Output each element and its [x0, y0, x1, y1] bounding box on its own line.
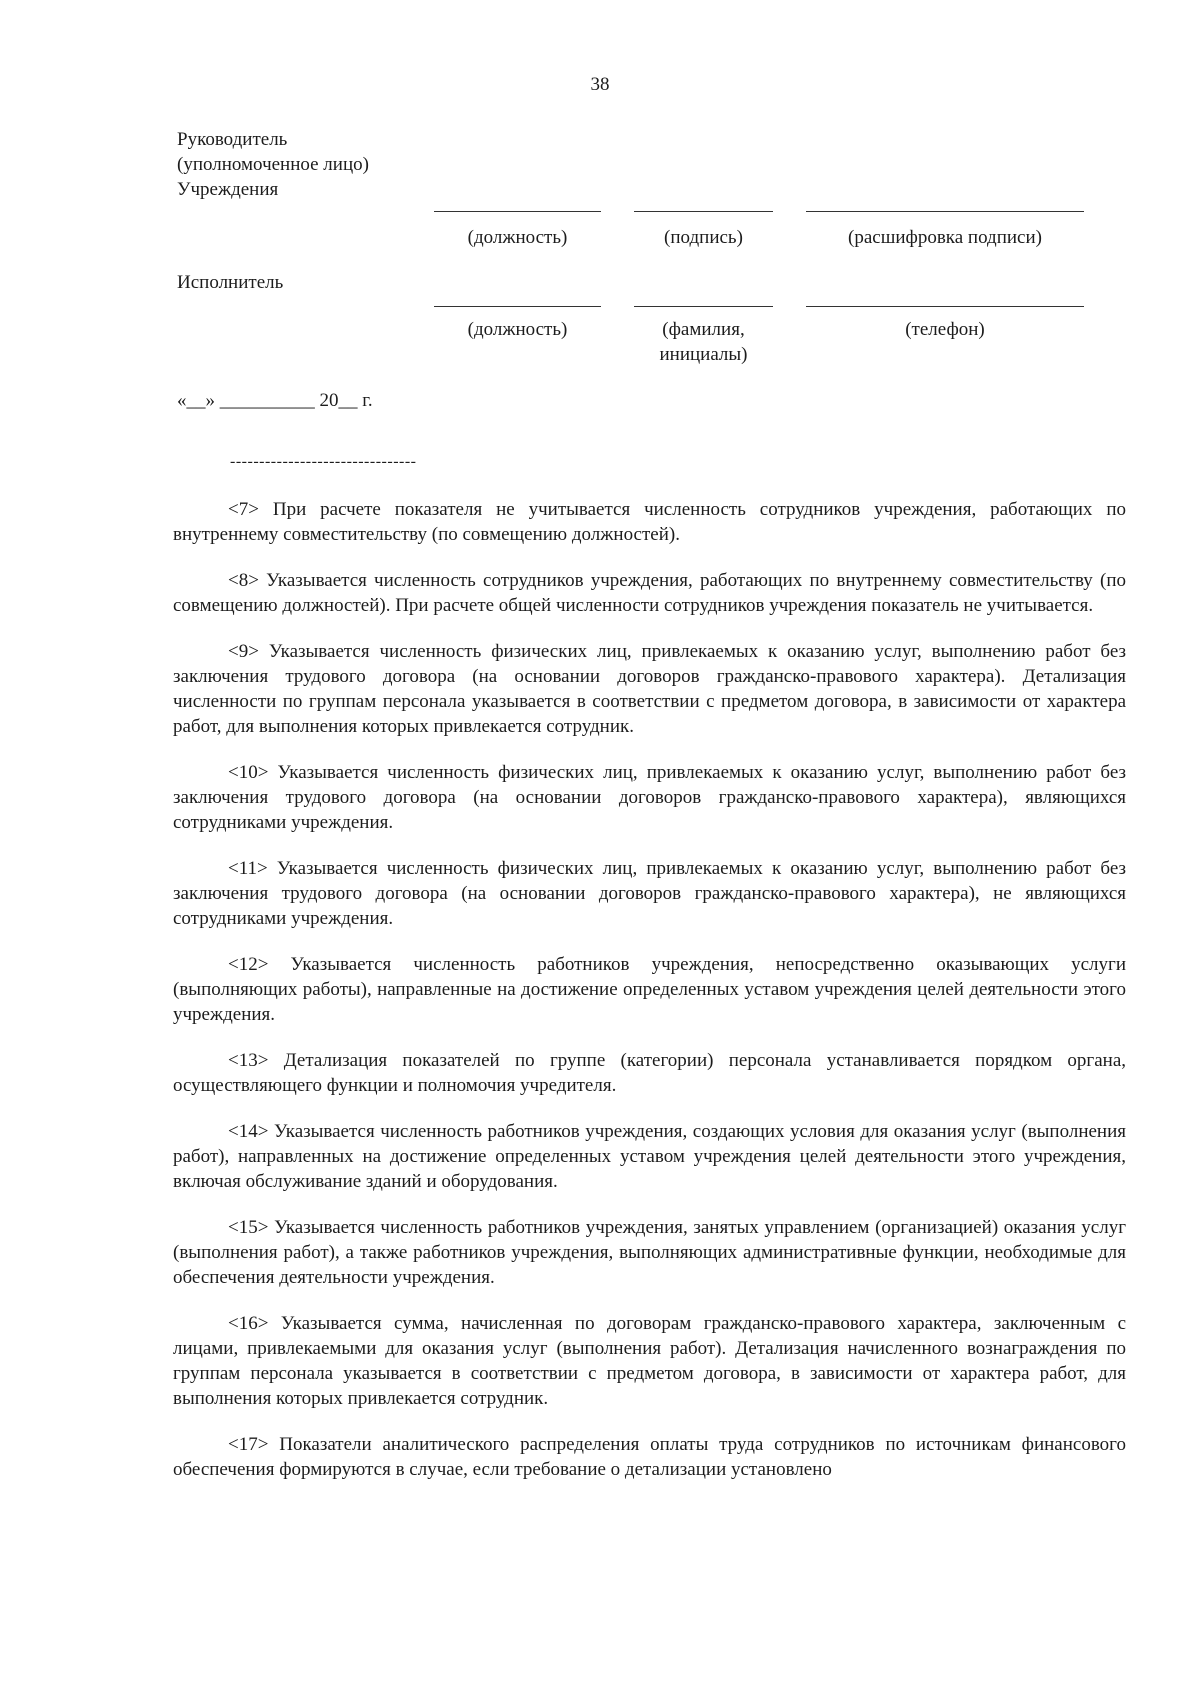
head-signature-line [634, 211, 773, 212]
footnote-marker: <16> [228, 1313, 269, 1334]
head-role-line-1: Руководитель [177, 129, 288, 150]
footnote-marker: <10> [228, 762, 269, 783]
page-number: 38 [590, 74, 610, 95]
footnote-text: Указывается численность физических лиц, привлекаемых к оказанию услуг, выполнению работ без заключения трудового договора (на основании договоров гражданско-правового характера). Детализация численности по группам персонала указывается в соответствии с предметом договора, в зависимости от характера работ, для выполнения которых привлекается сотрудник. [173, 641, 1126, 737]
executor-name-caption-line-2: инициалы) [659, 344, 748, 365]
head-decoding-caption: (расшифровка подписи) [848, 227, 1042, 248]
head-role-label [177, 127, 369, 202]
footnote-17 [173, 1432, 1126, 1482]
footnote-10 [173, 760, 1126, 835]
footnote-text: Указывается численность работников учреждения, непосредственно оказывающих услуги (выполняющих работы), направленные на достижение определенных уставом учреждения целей деятельности этого учреждения. [173, 954, 1126, 1025]
date-line: «__» __________ 20__ г. [177, 390, 373, 411]
footnote-9 [173, 639, 1126, 739]
footnote-13 [173, 1048, 1126, 1098]
footnote-8 [173, 568, 1126, 618]
footnote-text: Указывается численность сотрудников учреждения, работающих по внутреннему совместительству (по совмещению должностей). При расчете общей численности сотрудников учреждения показатель не учитывается. [173, 570, 1126, 616]
footnote-text: Указывается численность физических лиц, привлекаемых к оказанию услуг, выполнению работ без заключения трудового договора (на основании договоров гражданско-правового характера), являющихся сотрудниками учреждения. [173, 762, 1126, 833]
executor-name-caption [634, 317, 773, 367]
footnote-marker: <12> [228, 954, 269, 975]
footnote-12 [173, 952, 1126, 1027]
executor-phone-caption: (телефон) [905, 319, 985, 340]
footnote-marker: <7> [228, 499, 259, 520]
executor-phone-line [806, 306, 1084, 307]
footnote-text: Указывается численность физических лиц, привлекаемых к оказанию услуг, выполнению работ без заключения трудового договора (на основании договоров гражданско-правового характера), не являющихся сотрудниками учреждения. [173, 858, 1126, 929]
footnote-marker: <13> [228, 1050, 269, 1071]
head-role-line-2: (уполномоченное лицо) [177, 154, 369, 175]
footnotes-list [173, 497, 1126, 1503]
executor-position-line [434, 306, 601, 307]
footnote-16 [173, 1311, 1126, 1411]
footnote-marker: <17> [228, 1434, 269, 1455]
executor-position-caption: (должность) [467, 319, 568, 340]
footnote-text: Указывается численность работников учреждения, создающих условия для оказания услуг (выполнения работ), направленных на достижение определенных уставом учреждения целей деятельности этого учреждения, включая обслуживание зданий и оборудования. [173, 1121, 1127, 1192]
footnote-separator: -------------------------------- [230, 453, 417, 470]
head-signature-caption: (подпись) [664, 227, 743, 248]
footnote-marker: <14> [228, 1121, 269, 1142]
footnote-marker: <8> [228, 570, 259, 591]
footnote-text: При расчете показателя не учитывается численность сотрудников учреждения, работающих по внутреннему совместительству (по совмещению должностей). [173, 499, 1126, 545]
footnote-text: Показатели аналитического распределения оплаты труда сотрудников по источникам финансового обеспечения формируются в случае, если требование о детализации установлено [173, 1434, 1127, 1480]
head-position-caption: (должность) [467, 227, 568, 248]
executor-name-caption-line-1: (фамилия, [662, 319, 745, 340]
footnote-text: Детализация показателей по группе (категории) персонала устанавливается порядком органа, осуществляющего функции и полномочия учредителя. [173, 1050, 1127, 1096]
footnote-14 [173, 1119, 1126, 1194]
footnote-marker: <9> [228, 641, 259, 662]
footnote-15 [173, 1215, 1126, 1290]
footnote-marker: <11> [228, 858, 268, 879]
footnote-11 [173, 856, 1126, 931]
executor-role-label: Исполнитель [177, 272, 284, 293]
head-position-line [434, 211, 601, 212]
footnote-text: Указывается сумма, начисленная по договорам гражданско-правового характера, заключенным с лицами, привлекаемыми для оказания услуг (выполнения работ). Детализация начисленного вознаграждения по группам персонала указывается в соответствии с предметом договора, в зависимости от характера работ, для выполнения которых привлекается сотрудник. [173, 1313, 1126, 1409]
footnote-7 [173, 497, 1126, 547]
head-decoding-line [806, 211, 1084, 212]
footnote-marker: <15> [228, 1217, 269, 1238]
footnote-text: Указывается численность работников учреждения, занятых управлением (организацией) оказания услуг (выполнения работ), а также работников учреждения, выполняющих административные функции, необходимые для обеспечения деятельности учреждения. [173, 1217, 1127, 1288]
executor-name-line [634, 306, 773, 307]
head-role-line-3: Учреждения [177, 179, 279, 200]
